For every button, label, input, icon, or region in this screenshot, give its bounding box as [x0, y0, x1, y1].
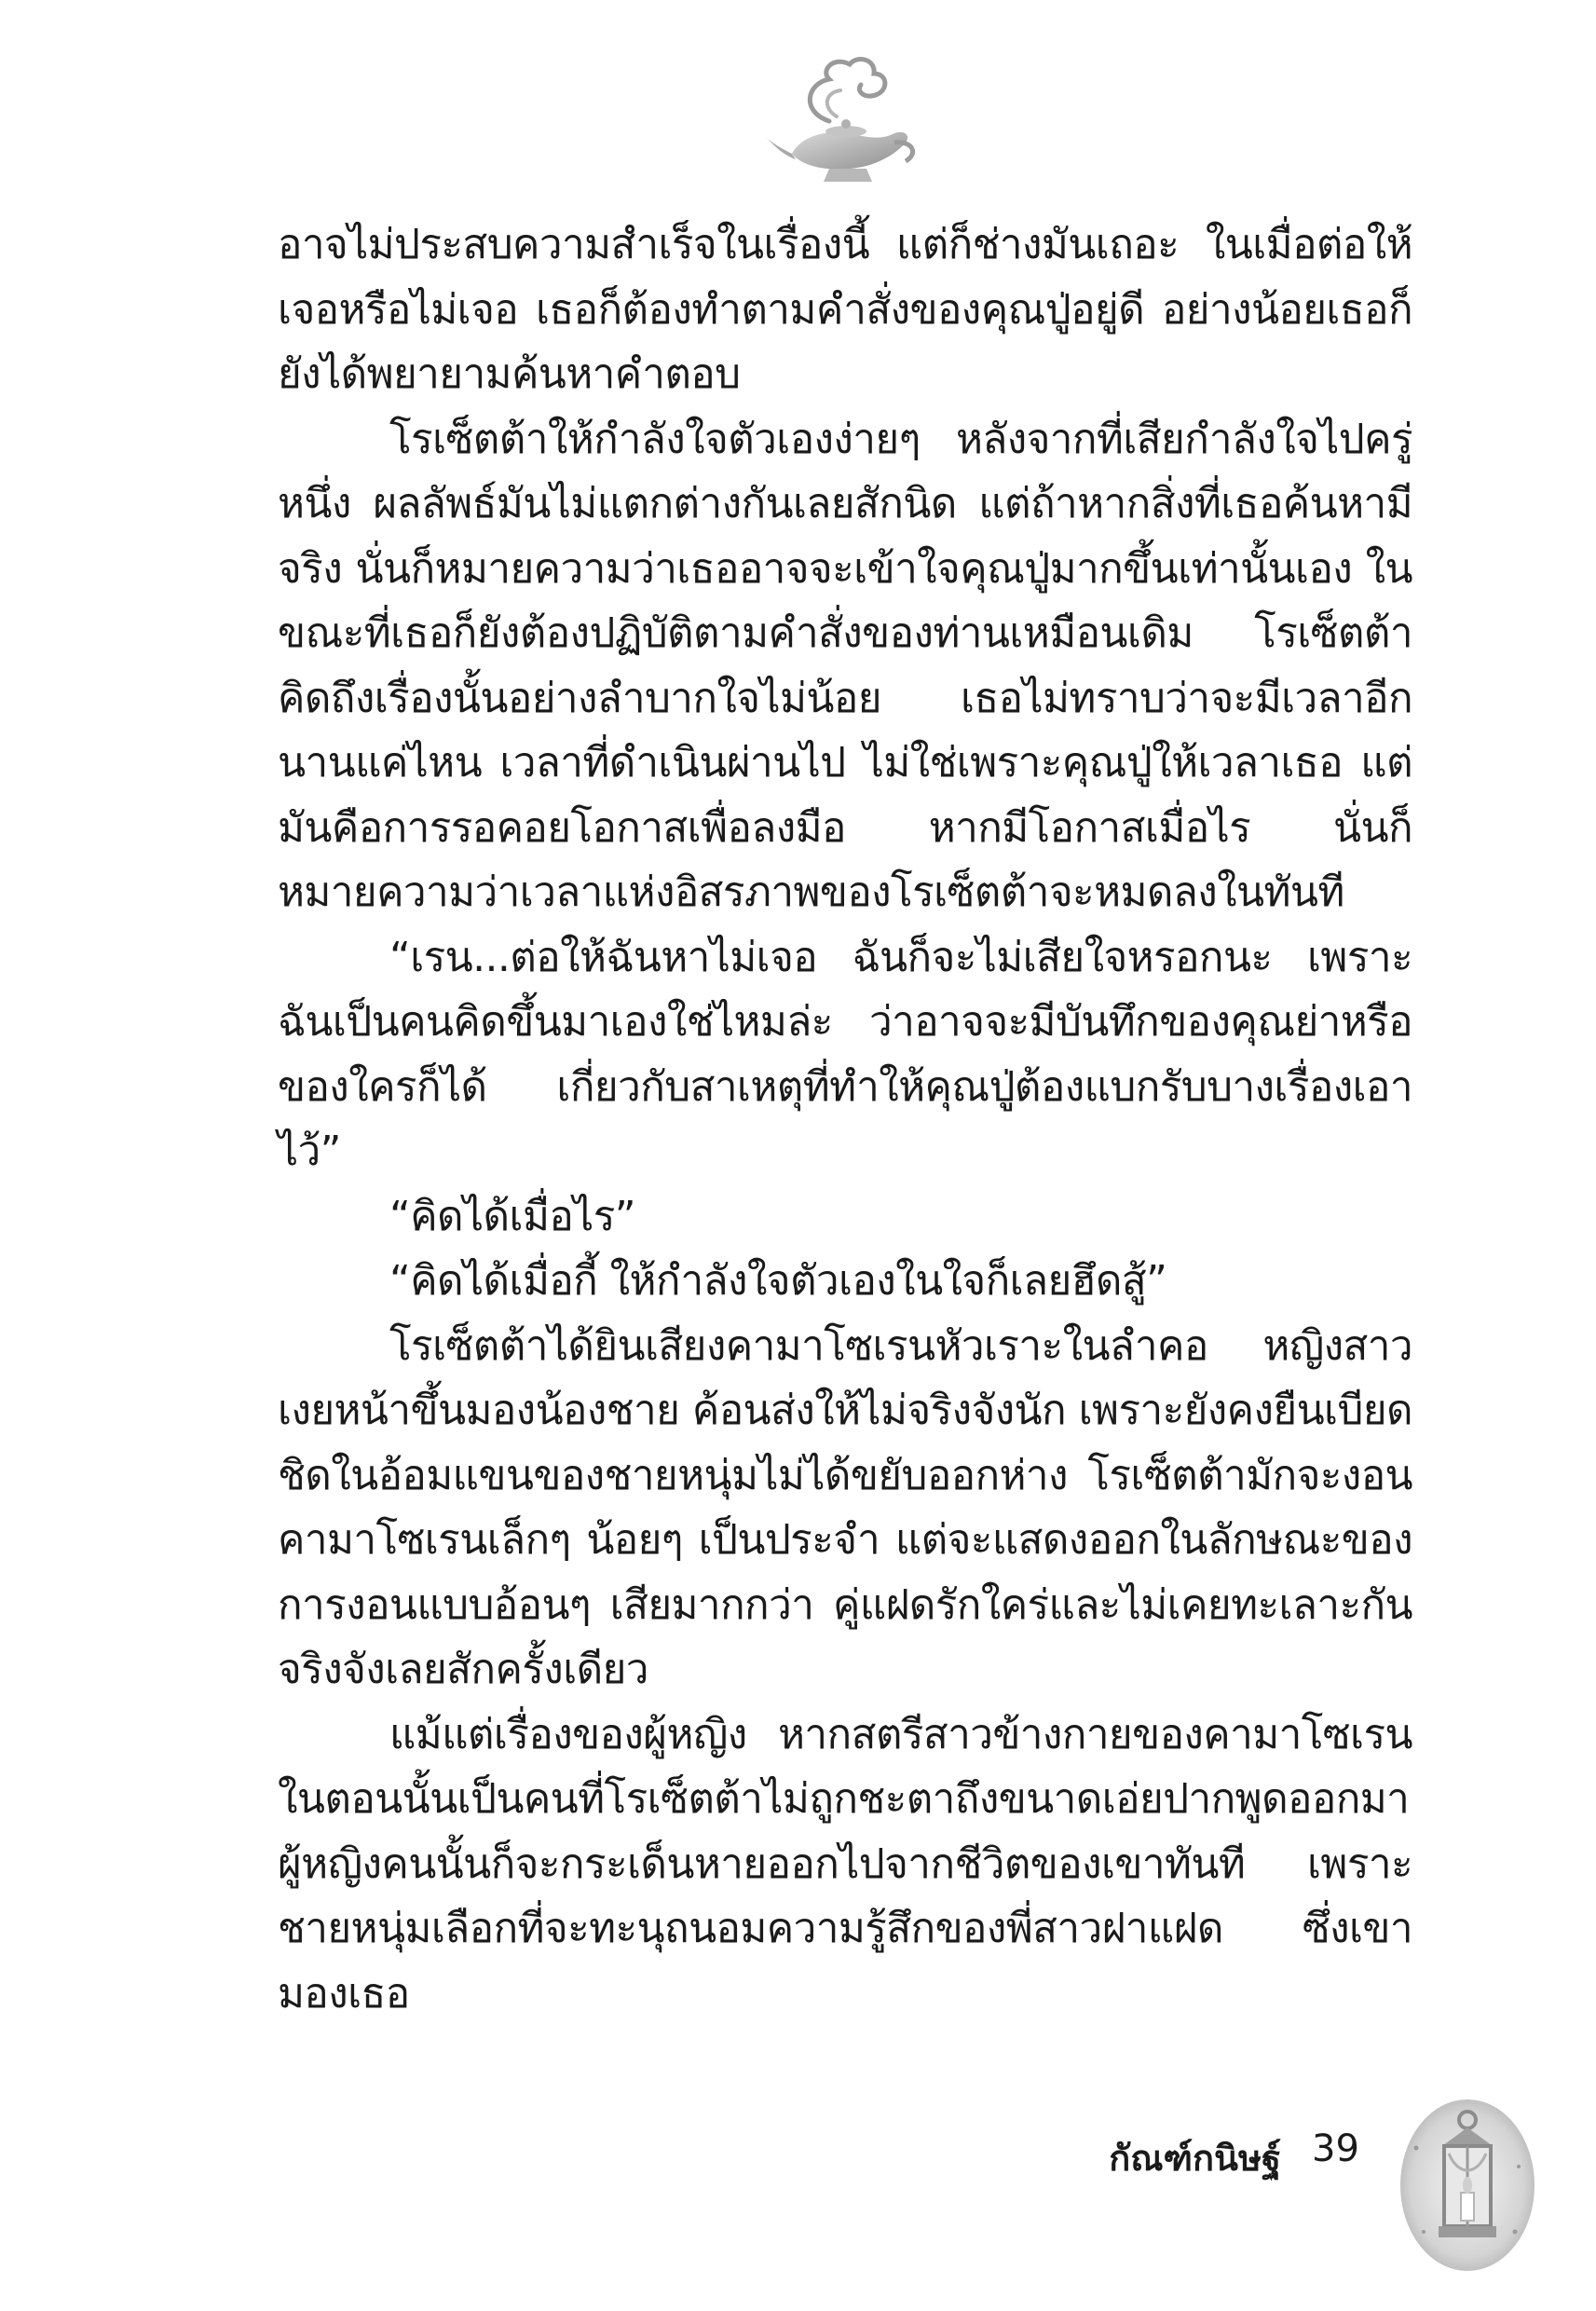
genie-lamp-ornament-icon [764, 51, 922, 191]
page-number: 39 [1312, 2127, 1359, 2170]
paragraph-7: แม้แต่เรื่องของผู้หญิง หากสตรีสาวข้างกายของคามาโซเรนในตอนนั้นเป็นคนที่โรเซ็ตต้าไม่ถูกชะตาถึงขนาดเอ่ยปากพูดออกมา ผู้หญิงคนนั้นก็จะกระเด็นหายออกไปจากชีวิตของเขาทันที เพราะชายหนุ่มเลือกที่จะทะนุถนอมความรู้สึกของพี่สาวฝาแฝด ซึ่งเขามองเธอ [278, 1710, 1412, 2017]
paragraph-4: “คิดได้เมื่อไร” [389, 1192, 635, 1240]
paragraph-3: “เรน...ต่อให้ฉันหาไม่เจอ ฉันก็จะไม่เสียใจหรอกนะ เพราะฉันเป็นคนคิดขึ้นมาเองใช่ไหมล่ะ ว่าอาจจะมีบันทึกของคุณย่าหรือของใครก็ได้ เกี่ยวกับสาเหตุที่ทำให้คุณปู่ต้องแบกรับบางเรื่องเอาไว้” [278, 933, 1412, 1175]
paragraph-5: “คิดได้เมื่อกี้ ให้กำลังใจตัวเองในใจก็เลยฮึดสู้” [389, 1257, 1167, 1305]
paragraph-1: อาจไม่ประสบความสำเร็จในเรื่องนี้ แต่ก็ช่างมันเถอะ ในเมื่อต่อให้เจอหรือไม่เจอ เธอก็ต้องทำตามคำสั่งของคุณปู่อยู่ดี อย่างน้อยเธอก็ยังได้พยายามค้นหาคำตอบ [278, 221, 1412, 398]
page-footer [0, 2092, 1596, 2278]
book-title: กัณฑ์กนิษฐ์ [1109, 2138, 1281, 2179]
body-text [278, 212, 1412, 2026]
paragraph-6: โรเซ็ตต้าได้ยินเสียงคามาโซเรนหัวเราะในลำคอ หญิงสาวเงยหน้าขึ้นมองน้องชาย ค้อนส่งให้ไม่จริงจังนัก เพราะยังคงยืนเบียดชิดในอ้อมแขนของชายหนุ่มไม่ได้ขยับออกห่าง โรเซ็ตต้ามักจะงอนคามาโซเรนเล็กๆ น้อยๆ เป็นประจำ แต่จะแสดงออกในลักษณะของการงอนแบบอ้อนๆ เสียมากกว่า คู่แฝดรักใคร่และไม่เคยทะเลาะกันจริงจังเลยสักครั้งเดียว [278, 1321, 1412, 1693]
lantern-illustration-icon [1398, 2092, 1537, 2274]
paragraph-2: โรเซ็ตต้าให้กำลังใจตัวเองง่ายๆ หลังจากที่เสียกำลังใจไปครู่หนึ่ง ผลลัพธ์มันไม่แตกต่างกันเลยสักนิด แต่ถ้าหากสิ่งที่เธอค้นหามีจริง นั่นก็หมายความว่าเธออาจจะเข้าใจคุณปู่มากขึ้นเท่านั้นเอง ในขณะที่เธอก็ยังต้องปฏิบัติตามคำสั่งของท่านเหมือนเดิม โรเซ็ตต้าคิดถึงเรื่องนั้นอย่างลำบากใจไม่น้อย เธอไม่ทราบว่าจะมีเวลาอีกนานแค่ไหน เวลาที่ดำเนินผ่านไป ไม่ใช่เพราะคุณปู่ให้เวลาเธอ แต่มันคือการรอคอยโอกาสเพื่อลงมือ หากมีโอกาสเมื่อไร นั่นก็หมายความว่าเวลาแห่งอิสรภาพของโรเซ็ตต้าจะหมดลงในทันที [278, 415, 1412, 916]
